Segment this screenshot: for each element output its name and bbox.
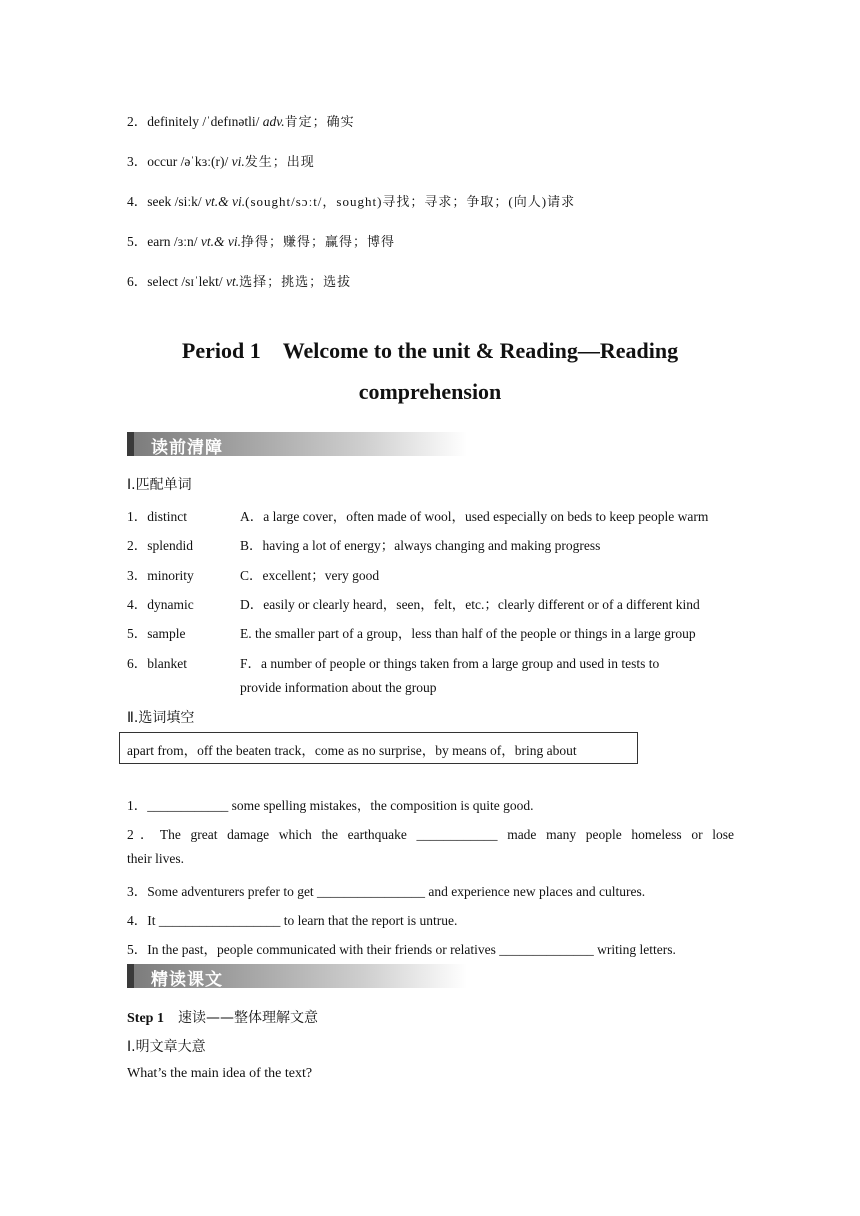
section-heading: Ⅰ.匹配单词 — [127, 477, 192, 493]
banner-label: 读前清障 — [151, 438, 223, 458]
match-definition: D．easily or clearly heard，seen，felt，etc.；clearly different or of a different kind — [240, 597, 700, 612]
vocab-item: 4．seek /siːk/ vt.& vi.(sought/sɔːt/，sought)寻找；寻求；争取；(向人)请求 — [127, 194, 576, 209]
fill-item-cont: their lives. — [127, 851, 184, 866]
section-banner — [127, 432, 467, 456]
match-word: 5．sample — [127, 626, 186, 641]
match-word: 1．distinct — [127, 509, 187, 524]
fill-item: 5．In the past，people communicated with their friends or relatives ______________ writing letters. — [127, 942, 676, 957]
section-heading: Ⅱ.选词填空 — [127, 710, 195, 726]
match-word: 3．minority — [127, 568, 194, 583]
vocab-item: 6．select /sɪˈlekt/ vt.选择；挑选；选拔 — [127, 274, 352, 289]
word-bank-text: apart from，off the beaten track，come as no surprise，by means of，bring about — [127, 743, 577, 758]
banner-label: 精读课文 — [151, 970, 223, 990]
fill-item: 1．____________ some spelling mistakes，the composition is quite good. — [127, 798, 534, 813]
fill-item: 2．The great damage which the earthquake ____________ made many people homeless or lose — [127, 827, 734, 842]
match-word: 2．splendid — [127, 538, 193, 553]
step-subheading: Ⅰ.明文章大意 — [127, 1039, 206, 1055]
match-definition: A．a large cover，often made of wool，used especially on beds to keep people warm — [240, 509, 709, 524]
match-definition: C．excellent；very good — [240, 568, 380, 583]
match-word: 6．blanket — [127, 656, 187, 671]
step-label: Step 1 — [127, 1011, 164, 1026]
page-title-line2: comprehension — [358, 379, 502, 404]
vocab-item: 2．definitely /ˈdefɪnətli/ adv.肯定；确实 — [127, 114, 355, 129]
question-text: What’s the main idea of the text? — [127, 1066, 313, 1081]
match-definition: E. the smaller part of a group，less than half of the people or things in a large group — [240, 626, 696, 641]
step-heading — [127, 1007, 318, 1027]
match-definition-cont: provide information about the group — [240, 680, 437, 695]
match-definition: B．having a lot of energy；always changing and making progress — [240, 538, 601, 553]
banner-bar — [127, 432, 134, 456]
match-word: 4．dynamic — [127, 597, 194, 612]
section-banner — [127, 964, 467, 988]
fill-item: 4．It __________________ to learn that the report is untrue. — [127, 913, 458, 928]
step-title: 速读——整体理解文意 — [177, 1010, 318, 1026]
page-title: Period 1 Welcome to the unit & Reading—Reading — [181, 338, 679, 363]
match-definition: F．a number of people or things taken from a large group and used in tests to — [240, 656, 660, 671]
banner-bar — [127, 964, 134, 988]
vocab-item: 3．occur /əˈkɜː(r)/ vi.发生；出现 — [127, 154, 315, 169]
word-bank-box — [119, 732, 638, 764]
fill-item: 3．Some adventurers prefer to get ________________ and experience new places and cultures. — [127, 884, 646, 899]
vocab-item: 5．earn /ɜːn/ vt.& vi.挣得；赚得；赢得；博得 — [127, 234, 396, 249]
